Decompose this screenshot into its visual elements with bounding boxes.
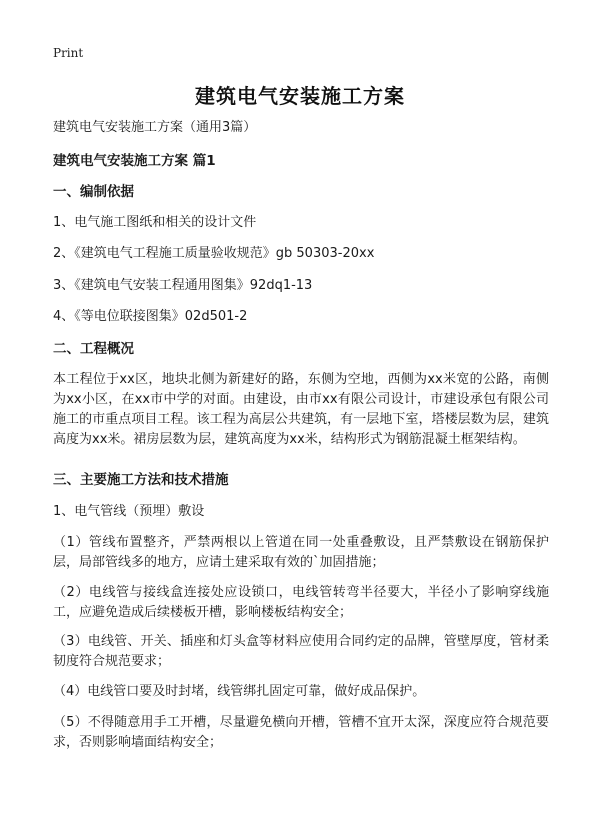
method-item-3: （3）电线管、开关、插座和灯头盒等材料应使用合同约定的品牌，管壁厚度，管材柔韧度符合规范要求； xyxy=(53,634,549,669)
print-link[interactable]: Print xyxy=(53,46,84,60)
basis-item-1: 1、电气施工图纸和相关的设计文件 xyxy=(53,215,257,230)
document-subtitle: 建筑电气安装施工方案（通用3篇） xyxy=(53,120,257,135)
overview-paragraph: 本工程位于xx区，地块北侧为新建好的路，东侧为空地，西侧为xx米宽的公路，南侧为xx小区，在xx市中学的对面。由建设，由市xx有限公司设计，市建设承包有限公司施工的市重点项目工程。该工程为高层公共建筑，有一层地下室，塔楼层数为层，建筑高度为xx米。裙房层数为层，建筑高度为xx米，结构形式为钢筋混凝土框架结构。 xyxy=(53,372,549,447)
section-heading-overview: 二、工程概况 xyxy=(53,341,134,357)
method-item-2: （2）电线管与接线盒连接处应设锁口，电线管转弯半径要大，半径小了影响穿线施工，应避免造成后续楼板开槽，影响楼板结构安全； xyxy=(53,585,549,620)
chapter-heading: 建筑电气安装施工方案 篇1 xyxy=(53,153,216,169)
section-heading-basis: 一、编制依据 xyxy=(53,184,134,200)
document-title: 建筑电气安装施工方案 xyxy=(195,84,405,108)
basis-item-4: 4、《等电位联接图集》02d501-2 xyxy=(53,309,248,324)
section-heading-methods: 三、主要施工方法和技术措施 xyxy=(53,472,229,488)
method-item-5: （5）不得随意用手工开槽，尽量避免横向开槽，管槽不宜开太深，深度应符合规范要求，否则影响墙面结构安全； xyxy=(53,715,549,750)
method-item-4: （4）电线管口要及时封堵，线管绑扎固定可靠，做好成品保护。 xyxy=(53,684,426,699)
basis-item-2: 2、《建筑电气工程施工质量验收规范》gb 50303-20xx xyxy=(53,246,375,261)
subsection-heading-conduit: 1、电气管线（预埋）敷设 xyxy=(53,504,205,519)
method-item-1: （1）管线布置整齐，严禁两根以上管道在同一处重叠敷设，且严禁敷设在钢筋保护层，局部管线多的地方，应请土建采取有效的`加固措施； xyxy=(53,535,549,570)
basis-item-3: 3、《建筑电气安装工程通用图集》92dq1-13 xyxy=(53,278,313,293)
